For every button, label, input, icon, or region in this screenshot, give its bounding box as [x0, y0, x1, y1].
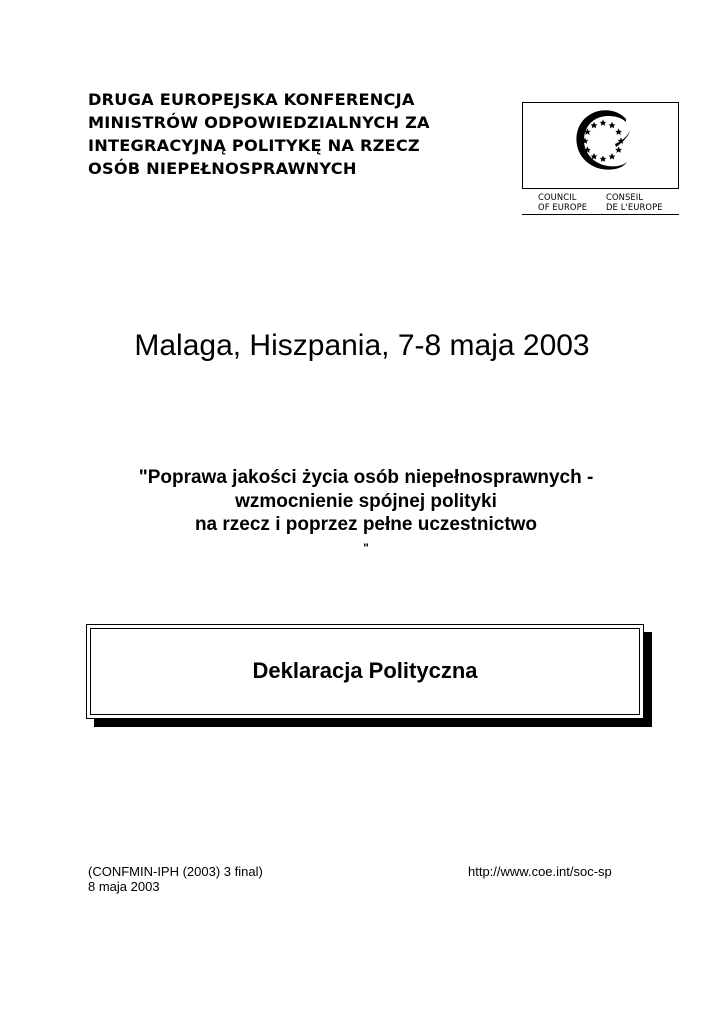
logo-caption-line: COUNCIL: [538, 192, 577, 202]
document-reference: [88, 864, 263, 894]
conference-title: [88, 88, 508, 180]
conference-title-line: MINISTRÓW ODPOWIEDZIALNYCH ZA: [88, 113, 430, 132]
closing-quote: ": [363, 540, 369, 555]
council-of-europe-logo: [522, 102, 679, 217]
council-of-europe-emblem-icon: [523, 103, 678, 188]
logo-frame: [522, 102, 679, 189]
place-and-date: Malaga, Hiszpania, 7-8 maja 2003: [134, 329, 590, 362]
declaration-title: Deklaracja Polityczna: [252, 658, 478, 683]
conference-theme-line: [88, 513, 644, 560]
document-date: 8 maja 2003: [88, 879, 160, 894]
logo-caption-line: OF EUROPE: [538, 202, 588, 212]
declaration-box-inner-border: [90, 628, 640, 715]
logo-caption-english: [538, 192, 616, 212]
conference-theme-line: wzmocnienie spójnej polityki: [235, 490, 497, 512]
website-url: http://www.coe.int/soc-sp: [468, 864, 612, 879]
conference-title-line: DRUGA EUROPEJSKA KONFERENCJA: [88, 90, 415, 109]
conference-title-line: INTEGRACYJNĄ POLITYKĘ NA RZECZ: [88, 136, 420, 155]
conference-theme-line: "Poprawa jakości życia osób niepełnosprawnych -: [138, 467, 594, 488]
declaration-box: [86, 624, 644, 719]
conference-theme: [88, 466, 644, 560]
logo-divider: [522, 214, 679, 215]
conference-title-line: OSÓB NIEPEŁNOSPRAWNYCH: [88, 159, 357, 178]
conference-theme-text: na rzecz i poprzez pełne uczestnictwo: [194, 514, 538, 535]
logo-caption-line: DE L'EUROPE: [606, 202, 663, 212]
reference-code: (CONFMIN-IPH (2003) 3 final): [88, 864, 263, 879]
logo-caption-french: [606, 192, 684, 212]
logo-caption-line: CONSEIL: [606, 192, 644, 202]
